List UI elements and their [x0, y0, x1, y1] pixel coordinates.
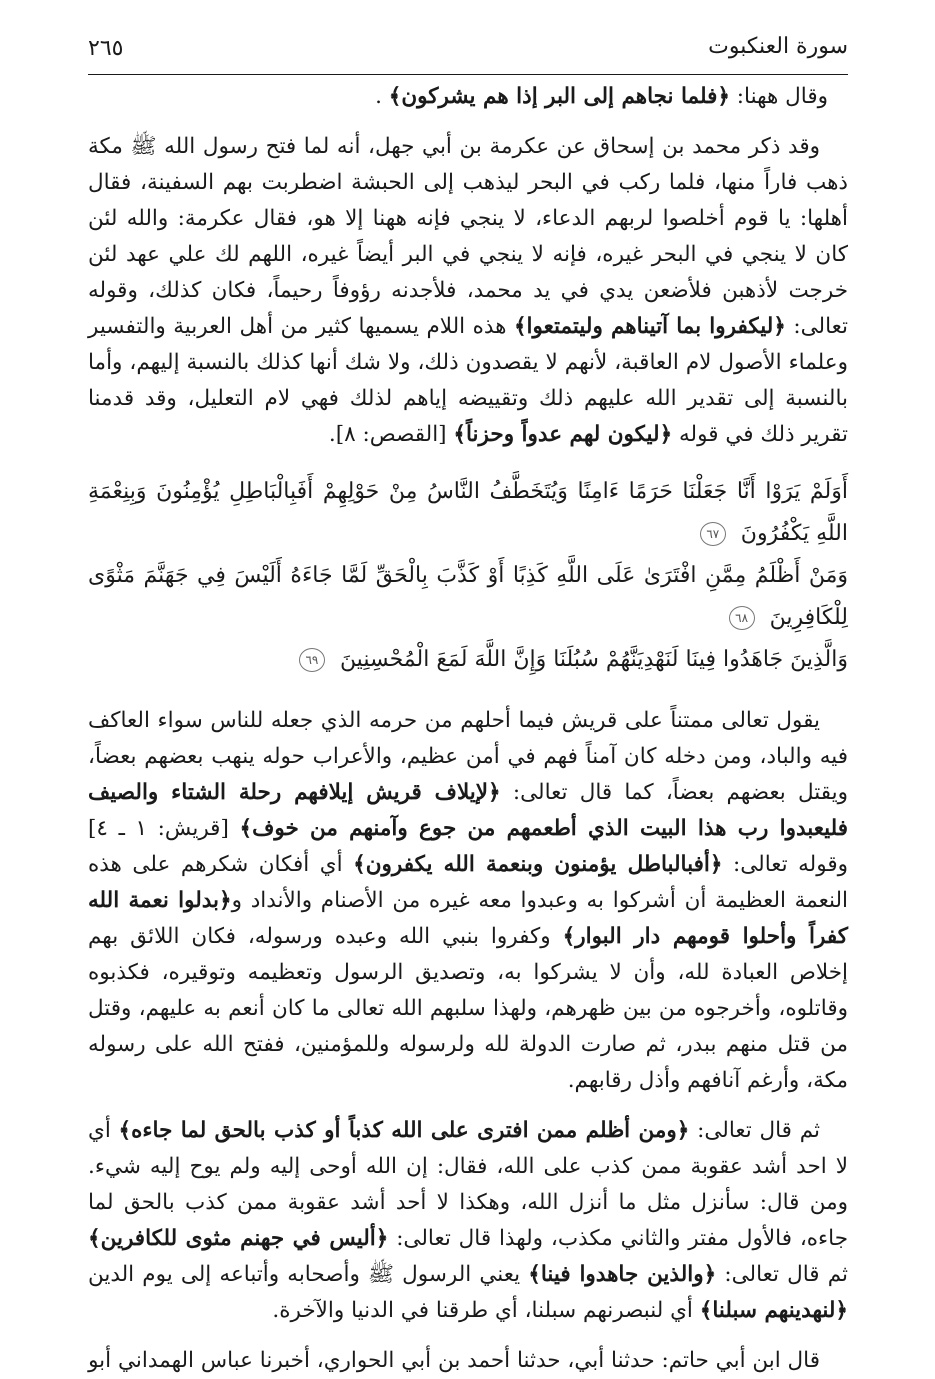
body-text: ثم قال تعالى:	[689, 1118, 820, 1143]
quoted-verse-text: ﴿لإيلاف قريش إيلافهم رحلة الشتاء والصيف فليعبدوا رب هذا البيت الذي أطعمهم من جوع وآمنهم من خوف﴾	[88, 780, 848, 841]
body-text: أي لا احد أشد عقوبة ممن كذب على الله، فقال: إن الله أوحى إليه ولم يوح إليه شيء. ومن قال: سأنزل مثل ما أنزل الله، وهكذا لا أحد أشد عقوبة ممن كذب بالحق لما جاءه، فالأول مفتر والثاني مكذب، ولهذا قال تعالى:	[88, 1118, 849, 1251]
body-text: قال ابن أبي حاتم: حدثنا أبي، حدثنا أحمد بن أبي الحواري، أخبرنا عباس الهمداني أبو	[88, 1348, 820, 1373]
quoted-verse-text: ﴿ليكون لهم عدواً وحزناً﴾	[453, 422, 673, 447]
page-number: ٢٦٥	[88, 36, 124, 61]
quoted-verse-text: ﴿أليس في جهنم مثوى للكافرين﴾	[88, 1226, 389, 1251]
verse-text: أَوَلَمْ يَرَوْا أَنَّا جَعَلْنَا حَرَمًا ءَامِنًا وَيُتَخَطَّفُ النَّاسُ مِنْ حَوْلِهِمْ أَفَبِالْبَاطِلِ يُؤْمِنُونَ وَبِنِعْمَةِ اللَّهِ يَكْفُرُونَ	[88, 479, 848, 546]
paragraph-5	[88, 1343, 848, 1379]
paragraph-1	[88, 79, 848, 115]
body-text: أي لنبصرنهم سبلنا، أي طرقنا في الدنيا والآخرة.	[272, 1298, 700, 1323]
quoted-verse-text: ﴿أفبالباطل يؤمنون وبنعمة الله يكفرون﴾	[353, 852, 723, 877]
quoted-verse-text: ﴿ومن أظلم ممن افترى على الله كذباً أو كذب بالحق لما جاءه﴾	[118, 1118, 690, 1143]
verse-number-marker: ٦٩	[299, 648, 325, 672]
body-text: يقول تعالى ممتناً على قريش فيما أحلهم من حرمه الذي جعله للناس سواء العاكف فيه والباد، ومن دخله كان آمناً فهم في أمن عظيم، والأعراب حوله ينهب بعضهم بعضاً، ويقتل بعضهم بعضاً، كما قال تعالى:	[88, 708, 849, 805]
quran-verses-block	[88, 467, 848, 685]
body-text: ثم قال تعالى:	[716, 1262, 848, 1287]
body-text: .	[375, 84, 389, 109]
body-text: وقال ههنا:	[729, 84, 828, 109]
paragraph-4	[88, 1113, 848, 1329]
body-text: [قريش: ١ ـ ٤] وقوله تعالى:	[88, 816, 848, 877]
body-text: وقد ذكر محمد بن إسحاق عن عكرمة بن أبي جهل، أنه لما فتح رسول الله ﷺ مكة ذهب فاراً منها، فلما ركب في البحر ليذهب إلى الحبشة اضطربت بهم السفينة، فقال أهلها: يا قوم أخلصوا لربهم الدعاء، لا ينجي فإنه ههنا إلا هو، فقال عكرمة: والله لئن كان لا ينجي في البحر غيره، فإنه لا ينجي في البر أيضاً غيره، اللهم لك علي عهد لئن خرجت لأذهبن فلأضعن يدي في يد محمد، فلأجدنه رؤوفاً رحيماً، فكان كذلك، وقوله تعالى:	[88, 134, 849, 339]
quoted-verse-text: ﴿ليكفروا بما آتيناهم وليتمتعوا﴾	[513, 314, 786, 339]
verse-number-marker: ٦٨	[729, 606, 755, 630]
body-text: [القصص: ٨].	[328, 422, 454, 447]
paragraph-2	[88, 129, 848, 453]
book-page	[88, 30, 849, 1373]
quoted-verse-text: ﴿لنهدينهم سبلنا﴾	[699, 1298, 848, 1323]
verse-text: وَالَّذِينَ جَاهَدُوا فِينَا لَنَهْدِيَنَّهُمْ سُبُلَنَا وَإِنَّ اللَّهَ لَمَعَ الْمُحْسِنِينَ	[339, 647, 848, 672]
quran-verse	[88, 471, 848, 555]
surah-title: سورة العنكبوت	[708, 34, 848, 59]
verse-number-marker: ٦٧	[700, 522, 726, 546]
body-text: أي أفكان شكرهم على هذه النعمة العظيمة أن أشركوا به وعبدوا معه غيره من الأصنام والأنداد و	[88, 852, 848, 913]
quoted-verse-text: ﴿بدلوا نعمة الله كفراً وأحلوا قومهم دار البوار﴾	[88, 888, 848, 949]
quran-verse	[88, 639, 848, 681]
quran-verse	[88, 555, 848, 639]
body-text: وكفروا بنبي الله وعبده ورسوله، فكان اللائق بهم إخلاص العبادة لله، وأن لا يشركوا به، وتصديق الرسول وتعظيمه وتوقيره، فكذبوه وقاتلوه، وأخرجوه من بين ظهرهم، ولهذا سلبهم الله تعالى ما كان أنعم به عليهم، وقتل من قتل منهم ببدر، ثم صارت الدولة لله ولرسوله وللمؤمنين، ففتح الله على رسوله مكة، وأرغم آنافهم وأذل رقابهم.	[88, 924, 848, 1093]
quoted-verse-text: ﴿والذين جاهدوا فينا﴾	[528, 1262, 717, 1287]
quoted-verse-text: ﴿فلما نجاهم إلى البر إذا هم يشركون﴾	[388, 84, 730, 109]
page-header	[88, 30, 848, 75]
body-text: يعني الرسول ﷺ وأصحابه وأتباعه إلى يوم الدين	[88, 1262, 529, 1287]
paragraph-3	[88, 703, 848, 1099]
verse-text: وَمَنْ أَظْلَمُ مِمَّنِ افْتَرَىٰ عَلَى اللَّهِ كَذِبًا أَوْ كَذَّبَ بِالْحَقِّ لَمَّا جَاءَهُ أَلَيْسَ فِي جَهَنَّمَ مَثْوًى لِلْكَافِرِينَ	[88, 563, 848, 630]
page-body	[88, 79, 848, 1379]
body-text: هذه اللام يسميها كثير من أهل العربية والتفسير وعلماء الأصول لام العاقبة، لأنهم لا يقصدون ذلك، ولا شك أنها كذلك بالنسبة إليهم، وأما بالنسبة إلى تقدير الله عليهم ذلك وتقييضه إياهم لذلك فهي لام التعليل، وقد قدمنا تقرير ذلك في قوله	[88, 314, 848, 447]
